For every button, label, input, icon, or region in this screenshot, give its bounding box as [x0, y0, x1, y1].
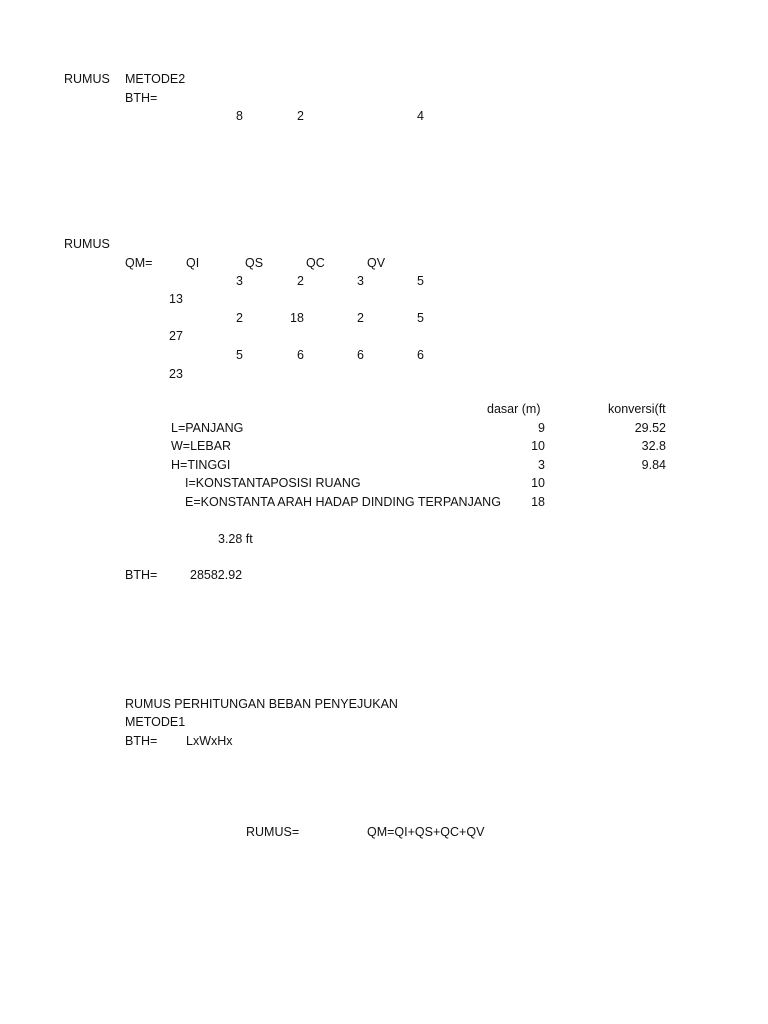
col-header-dasar: dasar (m): [487, 402, 541, 416]
rumus-label-2: RUMUS: [64, 237, 110, 251]
conversion-factor: 3.28 ft: [218, 532, 253, 546]
result-bth-value: 28582.92: [190, 568, 243, 582]
block1-value: 2: [297, 109, 304, 123]
bth-label-1: BTH=: [125, 91, 158, 105]
qm-cell: 18: [290, 311, 304, 325]
qm-cell: 5: [417, 311, 424, 325]
param-konversi: 9.84: [641, 458, 666, 472]
param-konversi: 29.52: [634, 421, 666, 435]
param-konversi: 32.8: [641, 439, 666, 453]
param-dasar: 9: [538, 421, 545, 435]
block1-value: 4: [417, 109, 424, 123]
qm-cell: 3: [236, 274, 243, 288]
qm-row-total: 23: [169, 367, 183, 381]
qm-row-total: 13: [169, 292, 183, 306]
qm-cell: 2: [236, 311, 243, 325]
block1-value: 8: [236, 109, 243, 123]
header-qs: QS: [245, 256, 264, 270]
qm-cell: 3: [357, 274, 364, 288]
param-label: I=KONSTANTAPOSISI RUANG: [185, 476, 361, 490]
rumus-label-1: RUMUS: [64, 72, 110, 86]
qm-formula: QM=QI+QS+QC+QV: [367, 825, 485, 839]
method-label-1: METODE1: [125, 715, 186, 729]
param-label: W=LEBAR: [171, 439, 232, 453]
qm-cell: 5: [417, 274, 424, 288]
header-qi: QI: [186, 256, 200, 270]
param-label: E=KONSTANTA ARAH HADAP DINDING TERPANJANG: [185, 495, 501, 509]
qm-cell: 6: [297, 348, 304, 362]
bth-label-3: BTH=: [125, 734, 158, 748]
section-title: RUMUS PERHITUNGAN BEBAN PENYEJUKAN: [125, 697, 398, 711]
param-dasar: 18: [531, 495, 545, 509]
qm-cell: 2: [357, 311, 364, 325]
header-qc: QC: [306, 256, 325, 270]
qm-cell: 6: [417, 348, 424, 362]
qm-cell: 6: [357, 348, 364, 362]
result-bth-label: BTH=: [125, 568, 158, 582]
header-qv: QV: [367, 256, 386, 270]
method-label-2: METODE2: [125, 72, 186, 86]
param-dasar: 10: [531, 476, 545, 490]
qm-cell: 2: [297, 274, 304, 288]
rumus-label-4: RUMUS=: [246, 825, 300, 839]
qm-label: QM=: [125, 256, 153, 270]
bth-formula: LxWxHx: [186, 734, 233, 748]
param-label: H=TINGGI: [171, 458, 231, 472]
param-dasar: 10: [531, 439, 545, 453]
qm-row-total: 27: [169, 329, 183, 343]
param-label: L=PANJANG: [171, 421, 244, 435]
qm-cell: 5: [236, 348, 243, 362]
param-dasar: 3: [538, 458, 545, 472]
col-header-konversi: konversi(ft: [608, 402, 666, 416]
